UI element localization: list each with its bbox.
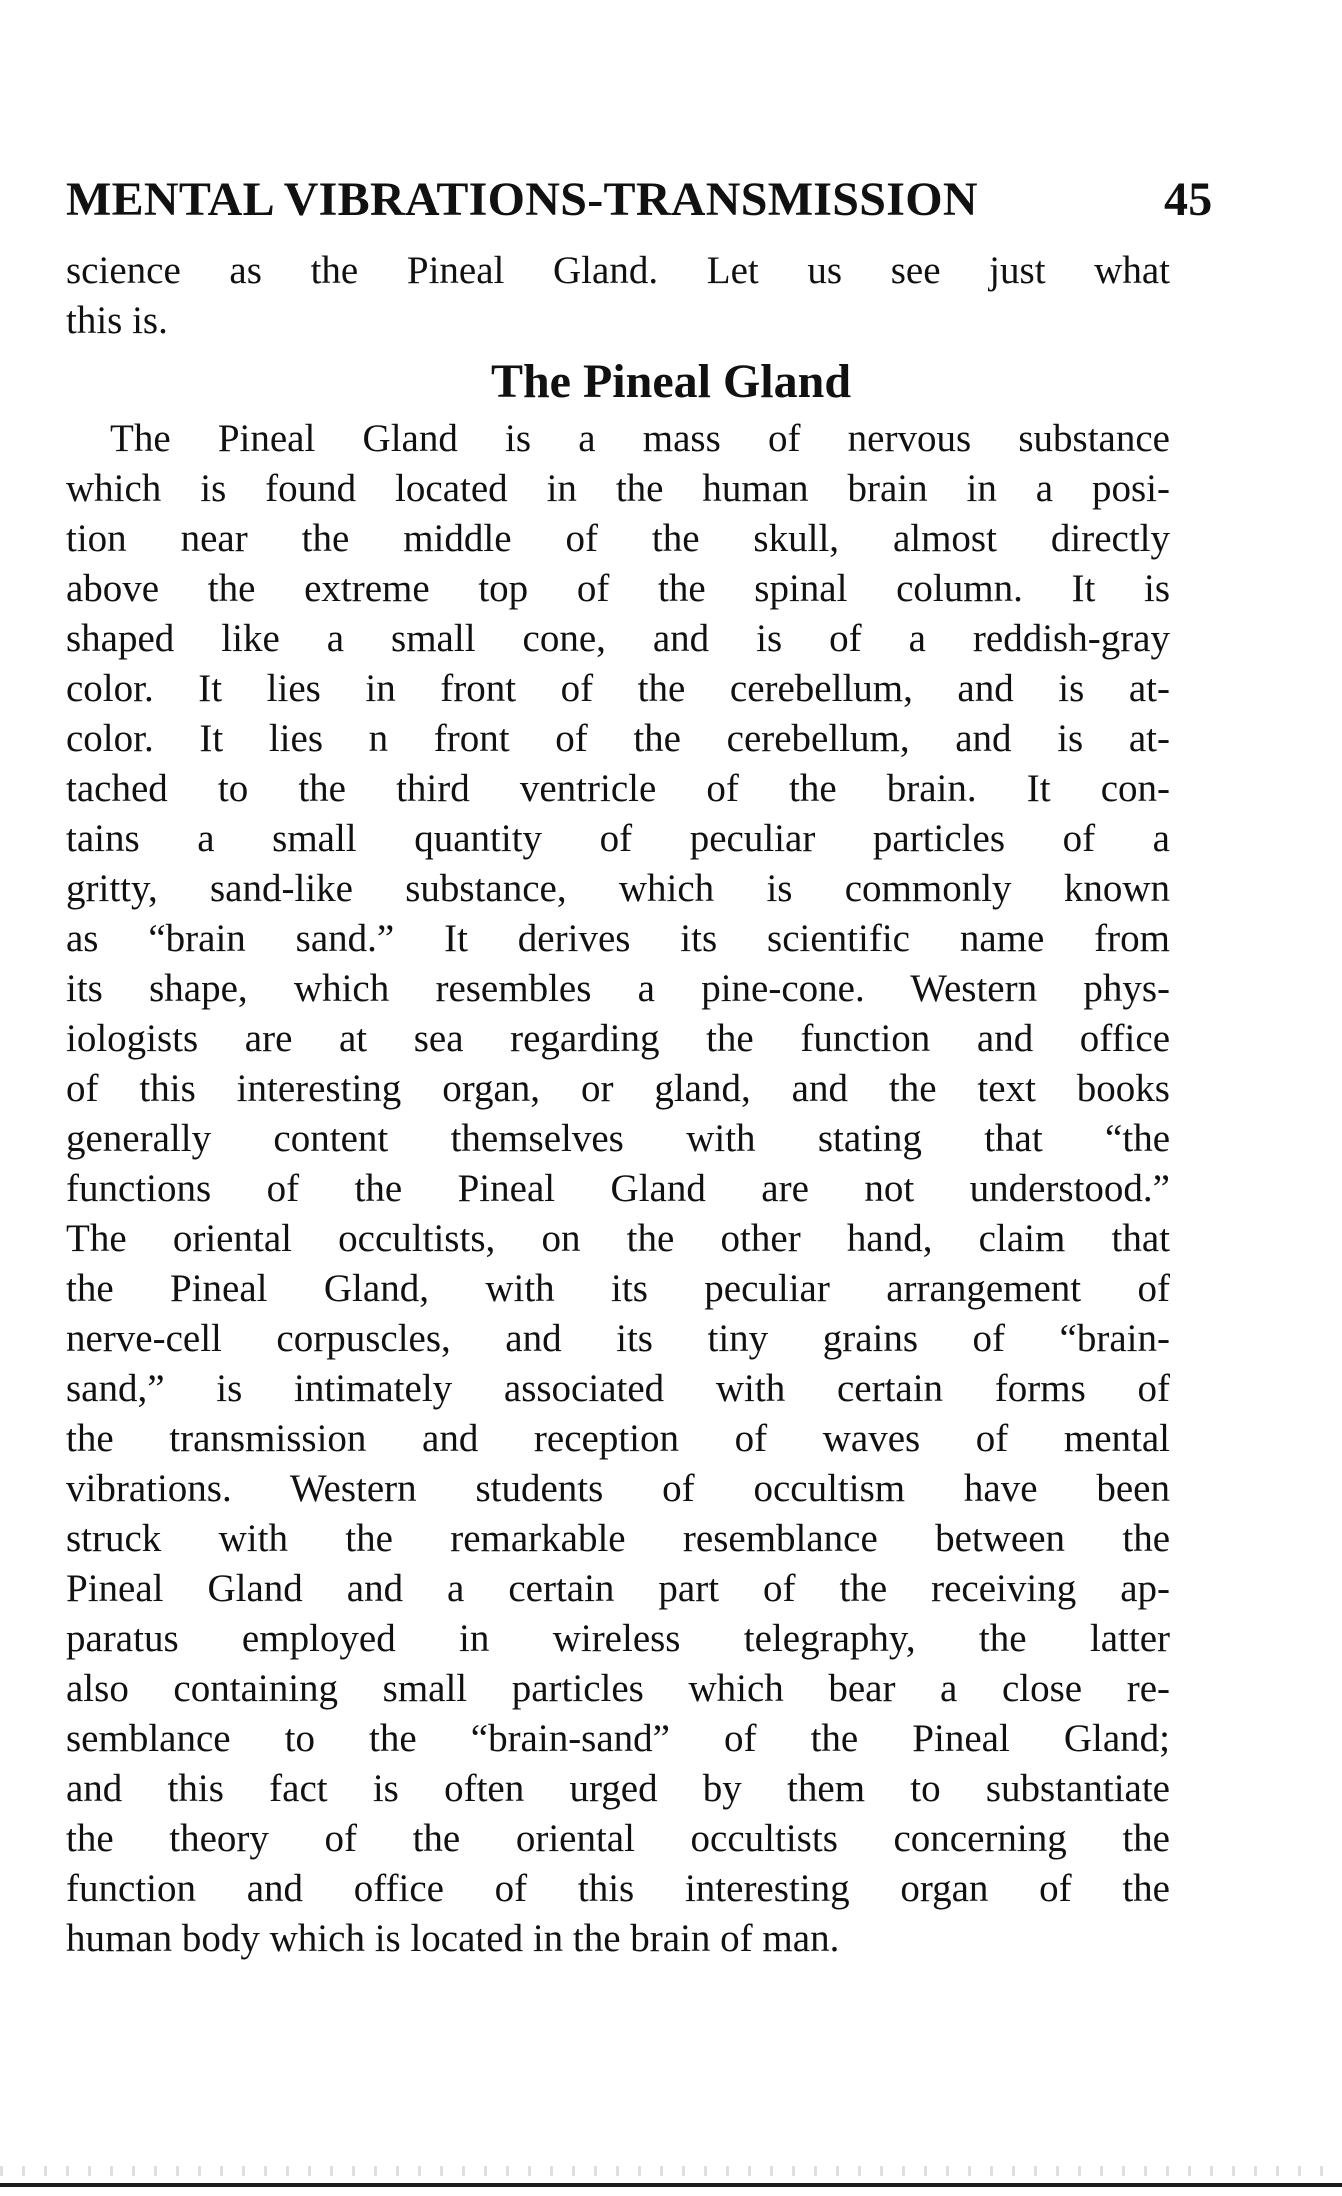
text-line: function and office of this interesting organ of the [66, 1867, 1170, 1910]
text-line: functions of the Pineal Gland are not understood.” [66, 1167, 1170, 1210]
text-line: and this fact is often urged by them to substantiate [66, 1767, 1170, 1810]
text-line: which is found located in the human brain in a posi- [66, 467, 1170, 510]
text-line: semblance to the “brain-sand” of the Pineal Gland; [66, 1717, 1170, 1760]
text-line: generally content themselves with stating that “the [66, 1117, 1170, 1160]
bottom-rule [0, 2183, 1342, 2187]
running-head-title: MENTAL VIBRATIONS-TRANSMISSION [66, 173, 978, 226]
scan-specks [0, 2166, 1342, 2176]
text-line: the theory of the oriental occultists concerning the [66, 1817, 1170, 1860]
text-line: of this interesting organ, or gland, and the text books [66, 1067, 1170, 1110]
text-line: Pineal Gland and a certain part of the receiving ap- [66, 1567, 1170, 1610]
text-line: sand,” is intimately associated with certain forms of [66, 1367, 1170, 1410]
text-line: iologists are at sea regarding the function and office [66, 1017, 1170, 1060]
text-line: tion near the middle of the skull, almost directly [66, 517, 1170, 560]
text-line: science as the Pineal Gland. Let us see just what [66, 249, 1170, 292]
section-heading: The Pineal Gland [490, 355, 852, 408]
text-line: color. It lies n front of the cerebellum, and is at- [66, 717, 1170, 760]
text-line: gritty, sand-like substance, which is commonly known [66, 867, 1170, 910]
text-line: its shape, which resembles a pine-cone. Western phys- [66, 967, 1170, 1010]
page-number: 45 [1164, 173, 1213, 226]
text-line: the transmission and reception of waves of mental [66, 1417, 1170, 1460]
text-line: tains a small quantity of peculiar particles of a [66, 817, 1170, 860]
text-line: color. It lies in front of the cerebellum, and is at- [66, 667, 1170, 710]
text-line: also containing small particles which bear a close re- [66, 1667, 1170, 1710]
text-line: shaped like a small cone, and is of a reddish-gray [66, 617, 1170, 660]
text-line: above the extreme top of the spinal column. It is [66, 567, 1170, 610]
text-line: The oriental occultists, on the other hand, claim that [66, 1217, 1170, 1260]
text-line: the Pineal Gland, with its peculiar arrangement of [66, 1267, 1170, 1310]
text-line: tached to the third ventricle of the brain. It con- [66, 767, 1170, 810]
running-head [66, 172, 1213, 236]
text-line: struck with the remarkable resemblance between the [66, 1517, 1170, 1560]
text-line: as “brain sand.” It derives its scientific name from [66, 917, 1170, 960]
text-line: this is. [66, 299, 168, 342]
text-line: paratus employed in wireless telegraphy, the latter [66, 1617, 1170, 1660]
text-line: The Pineal Gland is a mass of nervous substance [110, 417, 1170, 460]
text-line: vibrations. Western students of occultism have been [66, 1467, 1170, 1510]
text-line: nerve-cell corpuscles, and its tiny grains of “brain- [66, 1317, 1170, 1360]
text-line: human body which is located in the brain of man. [66, 1917, 840, 1960]
